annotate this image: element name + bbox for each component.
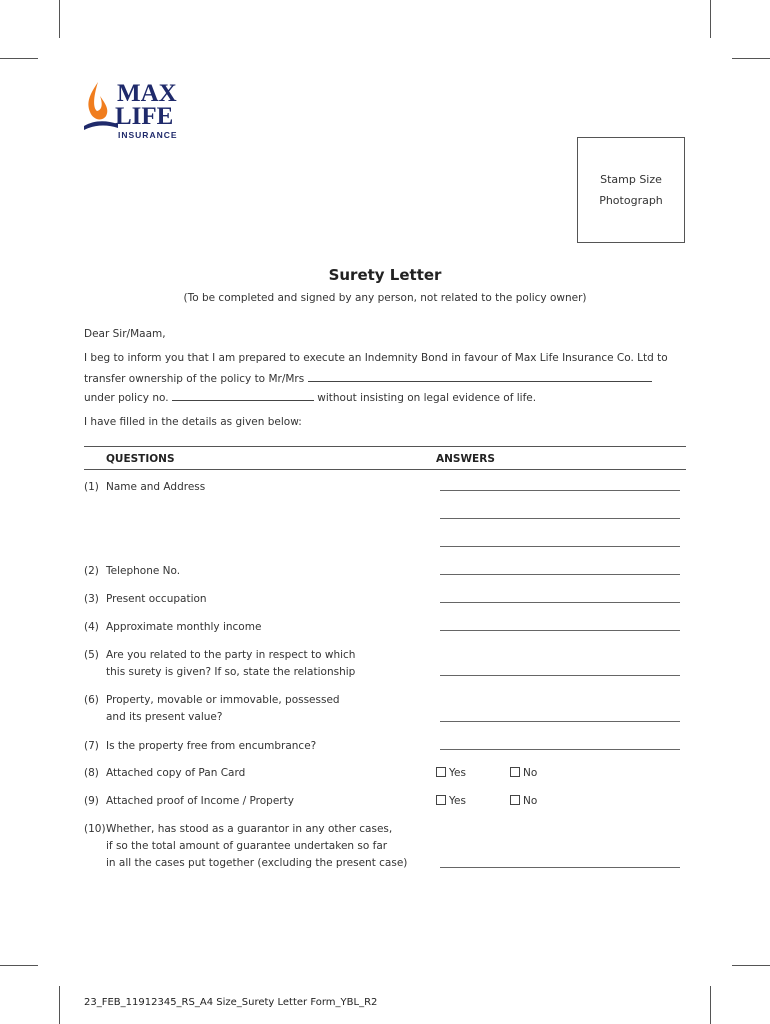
no-label: No — [523, 767, 538, 779]
answers-header: ANSWERS — [436, 453, 495, 465]
question-text: Present occupation — [106, 593, 207, 605]
question-number: (2) — [84, 565, 99, 577]
intro-line-2 — [84, 372, 686, 385]
answer-line[interactable] — [440, 546, 680, 547]
crop-mark — [0, 58, 38, 59]
question-text: Attached copy of Pan Card — [106, 767, 246, 779]
logo-text-life: LIFE — [115, 103, 174, 130]
beneficiary-name-field[interactable] — [308, 372, 652, 382]
answer-line[interactable] — [440, 574, 680, 575]
document-code: 23_FEB_11912345_RS_A4 Size_Surety Letter Form_YBL_R2 — [84, 997, 378, 1008]
question-number: (1) — [84, 481, 99, 493]
question-number: (4) — [84, 621, 99, 633]
question-text: Property, movable or immovable, possessed — [106, 694, 340, 706]
stamp-label-line2: Photograph — [599, 194, 663, 207]
question-number: (8) — [84, 767, 99, 779]
logo-text-insurance: INSURANCE — [118, 130, 178, 140]
table-top-rule — [84, 446, 686, 447]
intro-line-3-prefix: under policy no. — [84, 392, 169, 404]
question-text: Telephone No. — [106, 565, 181, 577]
pan-card-yes-checkbox[interactable] — [436, 767, 466, 779]
question-number: (10) — [84, 823, 106, 835]
yes-label: Yes — [449, 767, 466, 779]
question-text: Name and Address — [106, 481, 206, 493]
income-proof-yes-checkbox[interactable] — [436, 795, 466, 807]
crop-mark — [59, 0, 60, 38]
checkbox-icon — [510, 767, 520, 777]
crop-mark — [732, 58, 770, 59]
question-text: if so the total amount of guarantee undertaken so far — [106, 840, 388, 852]
intro-line-2-text: transfer ownership of the policy to Mr/Mrs — [84, 373, 305, 385]
question-text: this surety is given? If so, state the relationship — [106, 666, 356, 678]
answer-line[interactable] — [440, 630, 680, 631]
checkbox-icon — [436, 795, 446, 805]
income-proof-no-checkbox[interactable] — [510, 795, 537, 807]
intro-line-1: I beg to inform you that I am prepared to execute an Indemnity Bond in favour of Max Life Insurance Co. Ltd to — [84, 352, 668, 364]
page-subtitle: (To be completed and signed by any person, not related to the policy owner) — [183, 292, 587, 304]
answer-line[interactable] — [440, 602, 680, 603]
question-text: Is the property free from encumbrance? — [106, 740, 317, 752]
question-text: in all the cases put together (excluding the present case) — [106, 857, 408, 869]
question-text: Whether, has stood as a guarantor in any other cases, — [106, 823, 393, 835]
question-text: Are you related to the party in respect to which — [106, 649, 356, 661]
salutation: Dear Sir/Maam, — [84, 328, 166, 340]
question-text: Attached proof of Income / Property — [106, 795, 294, 807]
answer-line[interactable] — [440, 721, 680, 722]
crop-mark — [0, 965, 38, 966]
intro-line-3-suffix: without insisting on legal evidence of life. — [317, 392, 537, 404]
stamp-label-line1: Stamp Size — [600, 173, 662, 186]
question-number: (3) — [84, 593, 99, 605]
logo-text-max: MAX — [117, 80, 177, 107]
question-text: Approximate monthly income — [106, 621, 262, 633]
policy-number-field[interactable] — [172, 391, 314, 401]
question-number: (7) — [84, 740, 99, 752]
question-number: (5) — [84, 649, 99, 661]
flame-icon — [84, 80, 118, 136]
table-header-rule — [84, 469, 686, 470]
answer-line[interactable] — [440, 518, 680, 519]
crop-mark — [710, 0, 711, 38]
question-number: (9) — [84, 795, 99, 807]
answer-line[interactable] — [440, 490, 680, 491]
checkbox-icon — [510, 795, 520, 805]
crop-mark — [710, 986, 711, 1024]
photo-placeholder-box — [577, 137, 685, 243]
yes-label: Yes — [449, 795, 466, 807]
answer-line[interactable] — [440, 675, 680, 676]
crop-mark — [59, 986, 60, 1024]
answer-line[interactable] — [440, 867, 680, 868]
pan-card-no-checkbox[interactable] — [510, 767, 537, 779]
company-logo — [84, 80, 194, 142]
question-text: and its present value? — [106, 711, 223, 723]
page-title: Surety Letter — [328, 266, 442, 284]
question-number: (6) — [84, 694, 99, 706]
details-intro: I have filled in the details as given below: — [84, 416, 302, 428]
no-label: No — [523, 795, 538, 807]
questions-header: QUESTIONS — [106, 453, 175, 465]
intro-line-3 — [84, 391, 536, 404]
answer-line[interactable] — [440, 749, 680, 750]
crop-mark — [732, 965, 770, 966]
checkbox-icon — [436, 767, 446, 777]
